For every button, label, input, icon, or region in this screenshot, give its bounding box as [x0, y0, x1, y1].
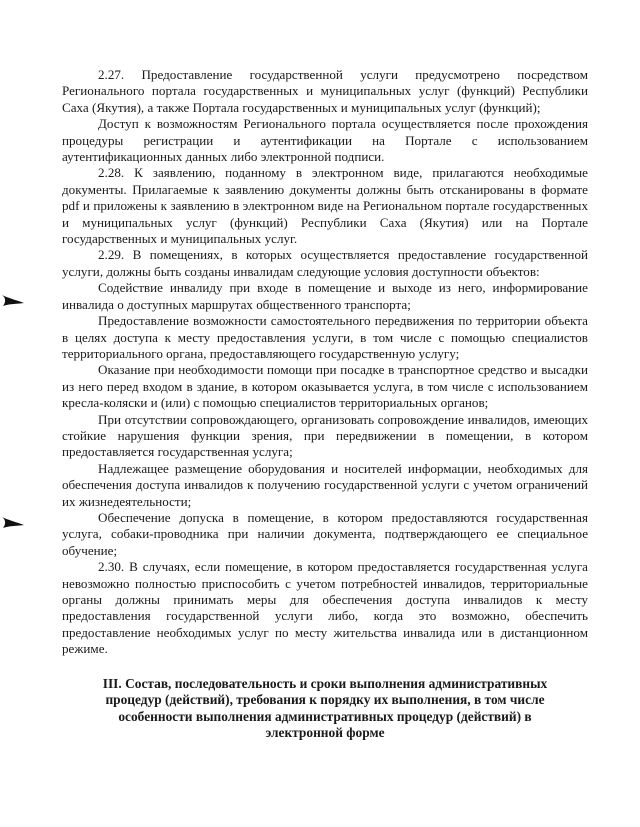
paragraph-equipment: Надлежащее размещение оборудования и носителей информации, необходимых для обеспечения доступа инвалидов к получению государственной услуги с учетом ограничений их жизнедеятельности;: [62, 460, 588, 509]
paragraph-2-29: 2.29. В помещениях, в которых осуществляется предоставление государственной услуги, должны быть созданы инвалидам следующие условия доступности объектов:: [62, 247, 588, 279]
paragraph-portal-access: Доступ к возможностям Регионального портала осуществляется после прохождения процедуры регистрации и аутентификации на Портале с использованием аутентификационных данных либо электронной подписи.: [62, 116, 588, 165]
paragraph-2-30: 2.30. В случаях, если помещение, в котором предоставляется государственная услуга невозможно полностью приспособить с учетом потребностей инвалидов, территориальные органы должны принимать меры для обеспечения доступа инвалидов к месту предоставления государственной услуги либо, когда это возможно, обеспечить предоставление необходимых услуг по месту жительства инвалида или в дистанционном режиме.: [62, 559, 588, 657]
paragraph-guide-dog: Обеспечение допуска в помещение, в котором предоставляются государственная услуга, собаки-проводника при наличии документа, подтверждающего ее специальное обучение;: [62, 509, 588, 558]
binder-hole-mark-bottom: [0, 514, 26, 530]
paragraph-2-28: 2.28. К заявлению, поданному в электронном виде, прилагаются необходимые документы. Прилагаемые к заявлению документы должны быть отсканированы в формате pdf и приложены к заявлению в электронном виде на Региональном портале государственных и муниципальных услуг (функций) Республики Саха (Якутия) или на Портале государственных и муниципальных услуг.: [62, 165, 588, 247]
document-page: [62, 67, 588, 755]
paragraph-assistance-entry: Содействие инвалиду при входе в помещение и выходе из него, информирование инвалида о доступных маршрутах общественного транспорта;: [62, 280, 588, 312]
section-heading: III. Состав, последовательность и сроки выполнения административных процедур (действий), требования к порядку их выполнения, в том числе особенности выполнения административных процедур (действий) в электронной форме: [102, 675, 548, 741]
paragraph-2-27: 2.27. Предоставление государственной услуги предусмотрено посредством Регионального портала государственных и муниципальных услуг (функций) Республики Саха (Якутия), а также Портала государственных и муниципальных услуг (функций);: [62, 67, 588, 115]
binder-hole-mark-top: [0, 292, 26, 308]
paragraph-movement: Предоставление возможности самостоятельного передвижения по территории объекта в целях доступа к месту предоставления услуги, в том числе с помощью специалистов территориального органа, предоставляющего государственную услугу;: [62, 313, 588, 361]
paragraph-transport-help: Оказание при необходимости помощи при посадке в транспортное средство и высадки из него перед входом в здание, в котором оказывается услуга, в том числе с использованием кресла-коляски и (или) с помощью специалистов территориальных органов;: [62, 362, 588, 411]
paragraph-escort: При отсутствии сопровождающего, организовать сопровождение инвалидов, имеющих стойкие нарушения функции зрения, при передвижении в помещении, в котором предоставляется государственная услуга;: [62, 411, 588, 460]
